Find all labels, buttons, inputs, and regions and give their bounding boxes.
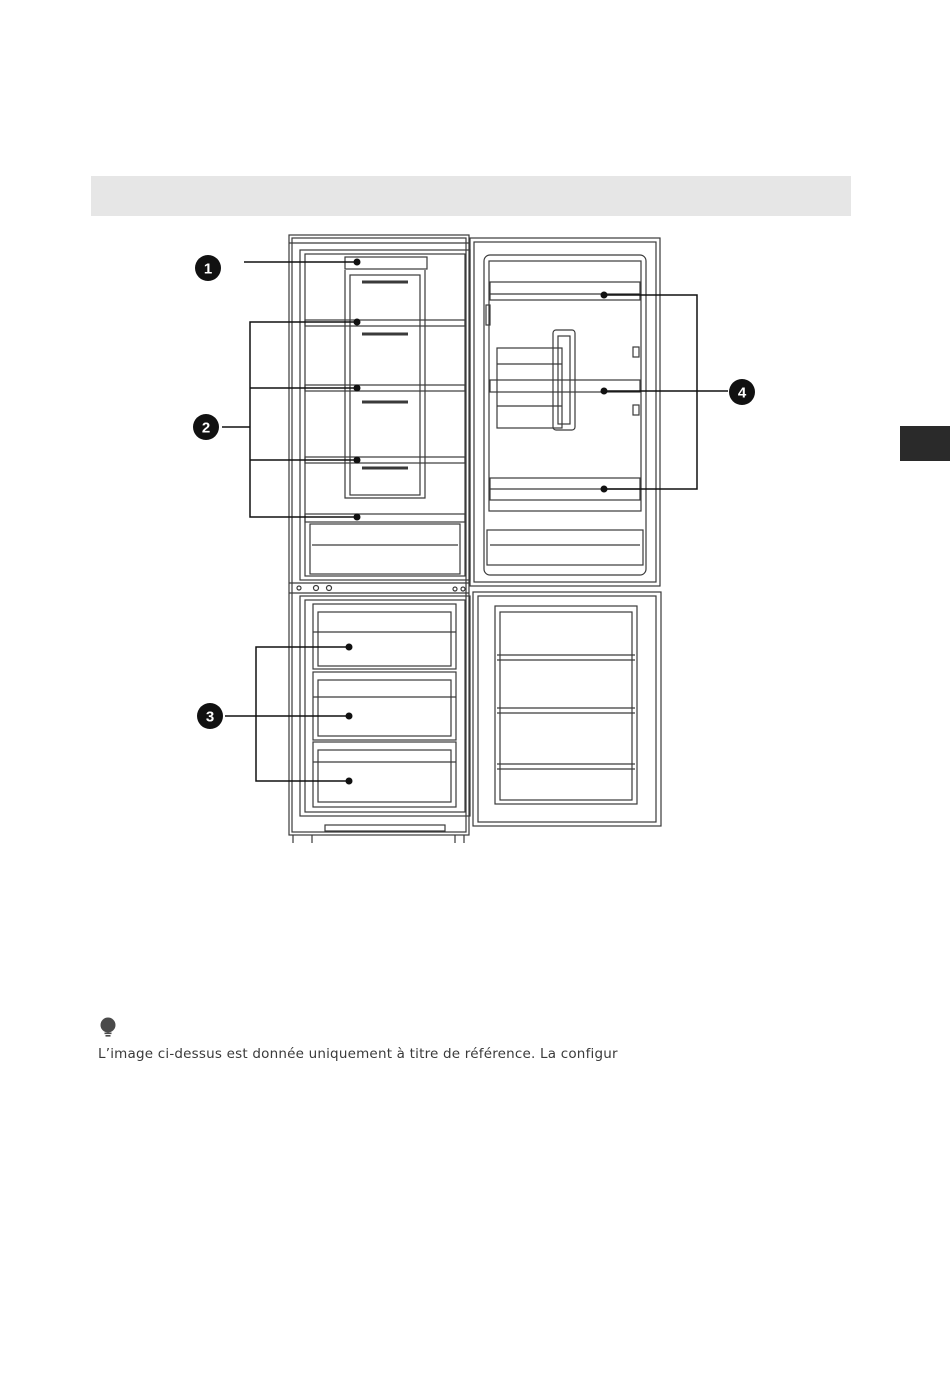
svg-text:3: 3: [205, 708, 215, 726]
callout-2: [193, 414, 219, 440]
callout-2-bracket: [250, 322, 357, 517]
svg-text:4: 4: [737, 384, 747, 402]
fridge-door: [470, 238, 660, 586]
callout-3-bracket: [256, 647, 349, 781]
freezer-door: [473, 592, 661, 826]
lightbulb-icon: [99, 1017, 117, 1037]
svg-text:2: 2: [201, 419, 211, 437]
cabinet-body: [289, 235, 469, 835]
reference-note: L’image ci-dessus est donnée uniquement à titre de référence. La configur: [98, 1046, 618, 1062]
svg-text:1: 1: [203, 260, 213, 278]
fridge-compartment: [300, 250, 470, 580]
callout-3: [197, 703, 223, 729]
freezer-compartment: [300, 596, 470, 816]
callout-1: [195, 255, 221, 281]
callout-4: [729, 379, 755, 405]
